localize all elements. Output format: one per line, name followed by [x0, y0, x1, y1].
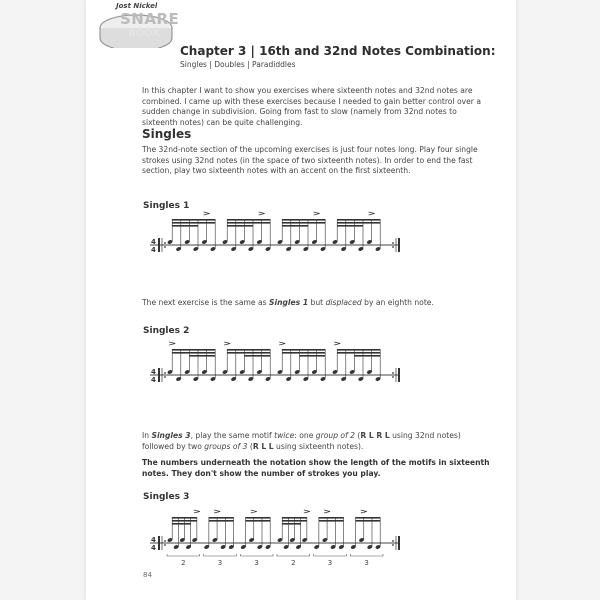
chapter-title: Chapter 3 | 16th and 32nd Notes Combination: [180, 44, 496, 58]
repeat-start-barline [158, 536, 160, 550]
grouping-label: 3 [364, 559, 369, 567]
accent-mark [369, 212, 375, 215]
beam [354, 355, 380, 357]
logo-subtitle: BOOK [128, 28, 161, 39]
singles3-paragraph: In Singles 3, play the same motif twice: one group of 2 (R L R L using 32nd notes) followed by two groups of 3 (R L L using sixteenth notes). [142, 431, 461, 451]
logo-title: SNARE [120, 10, 180, 28]
exercise-title-1: Singles 1 [143, 201, 190, 211]
grouping-bracket [350, 554, 383, 556]
grouping-label: 3 [217, 559, 223, 567]
beam [319, 520, 344, 522]
displacement-paragraph: The next exercise is the same as Singles 1 but displaced by an eighth note. [142, 298, 434, 307]
accent-mark [169, 342, 175, 345]
beam [319, 517, 344, 519]
beam [227, 349, 270, 351]
intro-paragraph: In this chapter I want to show you exercises where sixteenth notes and 32nd notes are combined. I came up with these exercises because I needed to gain better control over a sudden change in subdivision. Going from fast to slow (namely from 32nd notes to sixteenth notes) can be quite challenging. [142, 86, 481, 127]
beam [282, 517, 307, 519]
accent-mark [279, 342, 285, 345]
beam [246, 517, 271, 519]
beam [246, 520, 271, 522]
grouping-bracket [277, 554, 310, 556]
repeat-start-barline [158, 368, 160, 382]
beam [282, 349, 325, 351]
beam [172, 225, 198, 227]
beam [172, 222, 215, 224]
beam [227, 222, 270, 224]
repeat-dot [392, 372, 394, 374]
beam [282, 225, 308, 227]
grouping-label: 3 [327, 559, 333, 567]
grouping-bracket [314, 554, 347, 556]
beam [172, 523, 191, 525]
beam [189, 355, 215, 357]
logo-author: Jost Nickel [116, 2, 158, 10]
grouping-label: 2 [291, 559, 296, 567]
accent-mark [361, 510, 367, 513]
beam [299, 355, 325, 357]
beam [282, 523, 301, 525]
accent-mark [204, 212, 210, 215]
beam [172, 352, 215, 354]
repeat-dot [164, 242, 166, 244]
repeat-dot [392, 544, 394, 546]
accent-mark [194, 510, 200, 513]
beam [172, 349, 215, 351]
repeat-dot [164, 246, 166, 248]
beam [282, 219, 325, 221]
accent-mark [304, 510, 310, 513]
beam [209, 517, 234, 519]
repeat-dot [164, 372, 166, 374]
repeat-dot [392, 540, 394, 542]
beam [356, 517, 381, 519]
accent-mark [334, 342, 340, 345]
accent-mark [251, 510, 257, 513]
beam [209, 520, 234, 522]
grouping-label: 3 [254, 559, 259, 567]
time-signature-top: 4 [151, 368, 156, 376]
beam [227, 219, 270, 221]
beam [172, 219, 215, 221]
grouping-bracket [240, 554, 273, 556]
accent-mark [214, 510, 220, 513]
accent-mark [259, 212, 265, 215]
repeat-end-barline [398, 536, 400, 550]
page-number: 84 [143, 571, 152, 579]
beam [282, 352, 325, 354]
beam [172, 520, 197, 522]
repeat-end-barline [398, 368, 400, 382]
time-signature-bottom: 4 [151, 376, 156, 384]
repeat-dot [164, 544, 166, 546]
accent-mark [324, 510, 330, 513]
grouping-bracket [167, 554, 200, 556]
repeat-end-barline [398, 238, 400, 252]
beam [282, 520, 307, 522]
beam [337, 219, 380, 221]
beam [337, 352, 380, 354]
repeat-dot [392, 246, 394, 248]
repeat-dot [164, 540, 166, 542]
grouping-bracket [204, 554, 237, 556]
beam [227, 352, 270, 354]
beam [227, 225, 253, 227]
accent-mark [224, 342, 230, 345]
repeat-dot [392, 242, 394, 244]
singles-paragraph: The 32nd-note section of the upcoming exercises is just four notes long. Play four single strokes using 32nd notes (in the space of two sixteenth notes). In order to end the fast section, play two sixteenth notes with an accent on the first sixteenth. [142, 145, 478, 175]
grouping-label: 2 [181, 559, 186, 567]
repeat-dot [164, 376, 166, 378]
beam [282, 222, 325, 224]
repeat-dot [392, 376, 394, 378]
repeat-start-barline [158, 238, 160, 252]
beam [172, 517, 197, 519]
time-signature-bottom: 4 [151, 246, 156, 254]
beam [356, 520, 381, 522]
beam [244, 355, 270, 357]
time-signature-bottom: 4 [151, 544, 156, 552]
beam [337, 222, 380, 224]
beam [337, 349, 380, 351]
exercise-title-2: Singles 2 [143, 326, 190, 336]
exercise-title-3: Singles 3 [143, 492, 190, 502]
chapter-subtitle: Singles | Doubles | Paradiddles [180, 60, 296, 69]
time-signature-top: 4 [151, 536, 156, 544]
motif-note-paragraph: The numbers underneath the notation show the length of the motifs in sixteenth notes. They don't show the number of strokes you play. [142, 458, 490, 478]
time-signature-top: 4 [151, 238, 156, 246]
section-heading-singles: Singles [142, 127, 192, 141]
accent-mark [314, 212, 320, 215]
beam [337, 225, 363, 227]
